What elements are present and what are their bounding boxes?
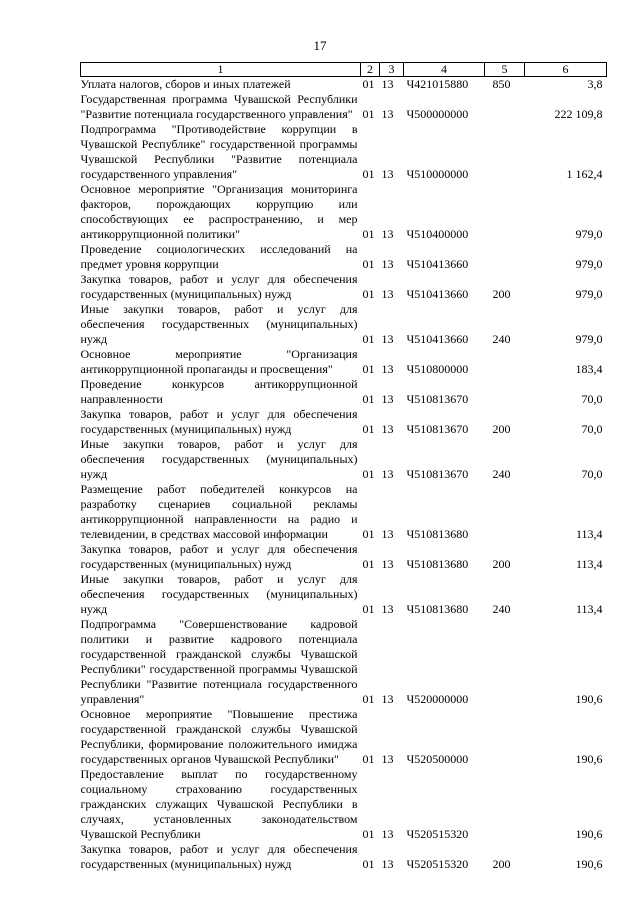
row-target-item-cell: Ч510813680 — [406, 557, 469, 571]
row-expense-type-cell — [485, 92, 525, 122]
row-amount-cell: 113,4 — [575, 602, 603, 616]
row-name-cell: Иные закупки товаров, работ и услуг для обеспечения государственных (муниципальных) нужд — [80, 302, 358, 346]
row-amount-cell: 222 109,8 — [554, 107, 603, 121]
row-section-cell: 01 — [362, 467, 375, 481]
row-name-cell: Предоставление выплат по государственному социальному страхованию государственных гражданских служащих Чувашской Республики в случаях, установленных законодательством Чувашской Республики — [80, 767, 358, 841]
row-expense-type-cell: 200 — [492, 557, 511, 571]
row-subsection-cell: 13 — [381, 77, 394, 91]
row-section-cell: 01 — [362, 362, 375, 376]
row-name-cell: Основное мероприятие "Организация мониторинга факторов, порождающих коррупцию или способствующих ее распространению, и мер антикоррупционной политики" — [80, 182, 358, 241]
row-name-cell: Государственная программа Чувашской Республики "Развитие потенциала государственного управления" — [80, 92, 358, 121]
row-target-item-cell: Ч510813670 — [406, 422, 469, 436]
row-target-item-cell: Ч510413660 — [406, 287, 469, 301]
table-body — [81, 77, 607, 873]
row-amount-cell: 70,0 — [581, 392, 603, 406]
row-subsection-cell: 13 — [381, 422, 394, 436]
row-name-cell: Проведение социологических исследований на предмет уровня коррупции — [80, 242, 358, 271]
row-amount-cell: 1 162,4 — [566, 167, 603, 181]
row-expense-type-cell — [485, 482, 525, 542]
row-subsection-cell: 13 — [381, 167, 394, 181]
row-section-cell: 01 — [362, 227, 375, 241]
row-amount-cell: 979,0 — [575, 287, 603, 301]
row-subsection-cell: 13 — [381, 287, 394, 301]
row-expense-type-cell — [485, 242, 525, 272]
row-subsection-cell: 13 — [381, 392, 394, 406]
row-subsection-cell: 13 — [381, 107, 394, 121]
row-amount-cell: 979,0 — [575, 332, 603, 346]
column-header-amount: 6 — [525, 63, 607, 77]
table-row — [81, 92, 607, 122]
row-target-item-cell: Ч510813680 — [406, 527, 469, 541]
row-name-cell: Проведение конкурсов антикоррупционной направленности — [80, 377, 358, 406]
row-expense-type-cell: 200 — [492, 857, 511, 871]
row-name-cell: Иные закупки товаров, работ и услуг для обеспечения государственных (муниципальных) нужд — [80, 437, 358, 481]
row-section-cell: 01 — [362, 422, 375, 436]
row-target-item-cell: Ч520500000 — [406, 752, 469, 766]
row-expense-type-cell — [485, 707, 525, 767]
row-expense-type-cell — [485, 347, 525, 377]
row-section-cell: 01 — [362, 287, 375, 301]
row-subsection-cell: 13 — [381, 602, 394, 616]
row-expense-type-cell: 240 — [492, 332, 511, 346]
row-expense-type-cell: 850 — [492, 77, 511, 91]
table-row — [81, 842, 607, 872]
row-subsection-cell: 13 — [381, 827, 394, 841]
budget-allocation-table — [80, 62, 607, 872]
row-subsection-cell: 13 — [381, 527, 394, 541]
column-header-section: 2 — [361, 63, 380, 77]
row-subsection-cell: 13 — [381, 857, 394, 871]
column-header-name: 1 — [81, 63, 361, 77]
row-name-cell: Уплата налогов, сборов и иных платежей — [80, 77, 291, 91]
table-row — [81, 302, 607, 347]
table-row — [81, 437, 607, 482]
row-name-cell: Иные закупки товаров, работ и услуг для обеспечения государственных (муниципальных) нужд — [80, 572, 358, 616]
row-section-cell: 01 — [362, 107, 375, 121]
table-header-row — [81, 63, 607, 77]
table-row — [81, 77, 607, 93]
table-row — [81, 542, 607, 572]
row-subsection-cell: 13 — [381, 227, 394, 241]
row-section-cell: 01 — [362, 557, 375, 571]
row-target-item-cell: Ч510813670 — [406, 392, 469, 406]
row-section-cell: 01 — [362, 77, 375, 91]
table-row — [81, 242, 607, 272]
table-row — [81, 182, 607, 242]
row-name-cell: Закупка товаров, работ и услуг для обеспечения государственных (муниципальных) нужд — [80, 407, 358, 436]
row-amount-cell: 183,4 — [575, 362, 603, 376]
row-subsection-cell: 13 — [381, 332, 394, 346]
row-expense-type-cell: 200 — [492, 422, 511, 436]
row-amount-cell: 113,4 — [575, 557, 603, 571]
row-expense-type-cell — [485, 377, 525, 407]
row-amount-cell: 190,6 — [575, 857, 603, 871]
row-section-cell: 01 — [362, 257, 375, 271]
row-section-cell: 01 — [362, 692, 375, 706]
page-number: 17 — [313, 38, 327, 53]
column-header-subsection: 3 — [380, 63, 404, 77]
row-subsection-cell: 13 — [381, 257, 394, 271]
row-subsection-cell: 13 — [381, 467, 394, 481]
row-subsection-cell: 13 — [381, 752, 394, 766]
row-amount-cell: 70,0 — [581, 467, 603, 481]
row-expense-type-cell — [485, 182, 525, 242]
table-row — [81, 707, 607, 767]
row-section-cell: 01 — [362, 857, 375, 871]
row-amount-cell: 190,6 — [575, 692, 603, 706]
table-row — [81, 482, 607, 542]
table-row — [81, 347, 607, 377]
row-target-item-cell: Ч520515320 — [406, 857, 469, 871]
row-expense-type-cell — [485, 767, 525, 842]
row-subsection-cell: 13 — [381, 557, 394, 571]
row-amount-cell: 113,4 — [575, 527, 603, 541]
row-name-cell: Подпрограмма "Противодействие коррупции в Чувашской Республике" государственной программы Чувашской Республики "Развитие потенциала государственного управления" — [80, 122, 358, 181]
row-subsection-cell: 13 — [381, 362, 394, 376]
row-expense-type-cell: 240 — [492, 467, 511, 481]
row-name-cell: Закупка товаров, работ и услуг для обеспечения государственных (муниципальных) нужд — [80, 542, 358, 571]
row-section-cell: 01 — [362, 392, 375, 406]
row-name-cell: Закупка товаров, работ и услуг для обеспечения государственных (муниципальных) нужд — [80, 272, 358, 301]
row-section-cell: 01 — [362, 527, 375, 541]
row-expense-type-cell: 240 — [492, 602, 511, 616]
row-subsection-cell: 13 — [381, 692, 394, 706]
row-target-item-cell: Ч510800000 — [406, 362, 469, 376]
row-amount-cell: 3,8 — [587, 77, 603, 91]
row-name-cell: Основное мероприятие "Организация антикоррупционной пропаганды и просвещения" — [80, 347, 358, 376]
row-amount-cell: 70,0 — [581, 422, 603, 436]
table-row — [81, 122, 607, 182]
row-target-item-cell: Ч510813670 — [406, 467, 469, 481]
row-amount-cell: 190,6 — [575, 752, 603, 766]
row-amount-cell: 979,0 — [575, 257, 603, 271]
row-section-cell: 01 — [362, 332, 375, 346]
table-row — [81, 377, 607, 407]
row-section-cell: 01 — [362, 167, 375, 181]
row-section-cell: 01 — [362, 827, 375, 841]
column-header-expense-type: 5 — [485, 63, 525, 77]
row-expense-type-cell — [485, 617, 525, 707]
row-expense-type-cell — [485, 122, 525, 182]
row-target-item-cell: Ч510813680 — [406, 602, 469, 616]
column-header-target-item: 4 — [404, 63, 485, 77]
table-row — [81, 617, 607, 707]
row-expense-type-cell: 200 — [492, 287, 511, 301]
table-row — [81, 272, 607, 302]
row-name-cell: Размещение работ победителей конкурсов на разработку сценариев социальной рекламы антикоррупционной направленности на радио и телевидении, в средствах массовой информации — [80, 482, 358, 541]
row-target-item-cell: Ч510413660 — [406, 257, 469, 271]
row-target-item-cell: Ч520515320 — [406, 827, 469, 841]
table-row — [81, 407, 607, 437]
table-row — [81, 767, 607, 842]
row-target-item-cell: Ч510000000 — [406, 167, 469, 181]
row-target-item-cell: Ч500000000 — [406, 107, 469, 121]
row-section-cell: 01 — [362, 602, 375, 616]
row-target-item-cell: Ч520000000 — [406, 692, 469, 706]
table-row — [81, 572, 607, 617]
row-target-item-cell: Ч510413660 — [406, 332, 469, 346]
row-name-cell: Основное мероприятие "Повышение престижа государственной гражданской службы Чувашской Республики, формирование положительного имиджа государственных органов Чувашской Республики" — [80, 707, 358, 766]
row-target-item-cell: Ч510400000 — [406, 227, 469, 241]
row-amount-cell: 979,0 — [575, 227, 603, 241]
row-amount-cell: 190,6 — [575, 827, 603, 841]
row-name-cell: Подпрограмма "Совершенствование кадровой политики и развитие кадрового потенциала государственной гражданской службы Чувашской Республики" государственной программы Чувашской Республики "Развитие потенциала государственного управления" — [80, 617, 358, 706]
row-name-cell: Закупка товаров, работ и услуг для обеспечения государственных (муниципальных) нужд — [80, 842, 358, 871]
row-section-cell: 01 — [362, 752, 375, 766]
row-target-item-cell: Ч421015880 — [406, 77, 469, 91]
